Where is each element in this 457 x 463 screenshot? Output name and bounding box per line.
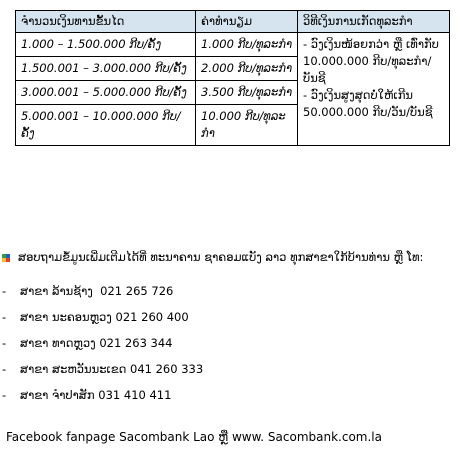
header-amount: ຈຳນວນເງິນທານຂັ້ນໄດ: [16, 11, 196, 33]
table-header-row: [16, 11, 450, 33]
fee-amount: 1.000 ກີບ/ທຸລະກຳ: [196, 33, 298, 57]
dash-bullet: -: [2, 310, 7, 324]
branch-item: [2, 356, 452, 382]
fee-amount: 3.500 ກີບ/ທຸລະກຳ: [196, 81, 298, 105]
amount-range: 1.500.001 – 3.000.000 ກີບ/ຄັ້ງ: [16, 57, 196, 81]
branch-phone: 021 263 344: [99, 336, 173, 350]
branch-item: [2, 304, 452, 330]
branch-name: ສາຂາ ສະຫວັນນະເຂດ: [20, 362, 127, 376]
bullet-diamond-icon: [2, 254, 10, 262]
branch-name: ສາຂາ ທາດຫຼວງ: [20, 336, 96, 350]
contact-info: [2, 250, 452, 408]
header-conditions: ວິທີເງິນການເກັດທຸລະກຳ: [298, 11, 450, 33]
fee-amount: 10.000 ກີບ/ທຸລະກຳ: [196, 105, 298, 146]
footer-contact: Facebook fanpage Sacombank Lao ຫຼື www. Sacombank.com.la: [6, 430, 382, 444]
branch-phone: 021 265 726: [100, 284, 174, 298]
branch-name: ສາຂາ ຈຳປາສັກ: [20, 388, 95, 402]
dash-bullet: -: [2, 388, 7, 402]
amount-range: 3.000.001 – 5.000.000 ກີບ/ຄັ້ງ: [16, 81, 196, 105]
fee-amount: 2.000 ກີບ/ທຸລະກຳ: [196, 57, 298, 81]
branch-phone: 031 410 411: [98, 388, 172, 402]
fee-table: [15, 10, 450, 146]
branch-item: [2, 278, 452, 304]
condition-note: - ວົງເງິນສູງສຸດບໍ່ໃຫ້ເກີນ 50.000.000 ກີບ/ວັນ/ບັນຊີ: [303, 88, 433, 119]
condition-note: - ວົງເງິນໜ້ອຍກວ່າ ຫຼື ເທົ່າກັບ 10.000.000 ກີບ/ທຸລະກຳ/ບັນຊີ: [303, 37, 439, 85]
branch-item: [2, 330, 452, 356]
header-fee: ຄ່າທຳນຽມ: [196, 11, 298, 33]
amount-range: 5.000.001 – 10.000.000 ກີບ/ຄັ້ງ: [16, 105, 196, 146]
conditions-cell: [298, 33, 450, 146]
branch-phone: 041 260 333: [130, 362, 204, 376]
branch-item: [2, 382, 452, 408]
dash-bullet: -: [2, 336, 7, 350]
amount-range: 1.000 – 1.500.000 ກີບ/ຄັ້ງ: [16, 33, 196, 57]
dash-bullet: -: [2, 362, 7, 376]
table-row: [16, 33, 450, 57]
branch-phone: 021 260 400: [115, 310, 189, 324]
contact-heading-text: ສອບຖາມຂໍ້ມູນເພີ່ມເຕີມໄດ້ທີ່ ທະນາຄານ ຊາຄອມແບັງ ລາວ ທຸກສາຂາໃກ້ບ້ານທ່ານ ຫຼື ໂທ:: [18, 250, 424, 264]
dash-bullet: -: [2, 284, 7, 298]
branch-name: ສາຂາ ນະຄອນຫຼວງ: [20, 310, 112, 324]
contact-heading: [2, 250, 452, 264]
branch-name: ສາຂາ ລ້ານຊ້າງ: [20, 284, 93, 298]
